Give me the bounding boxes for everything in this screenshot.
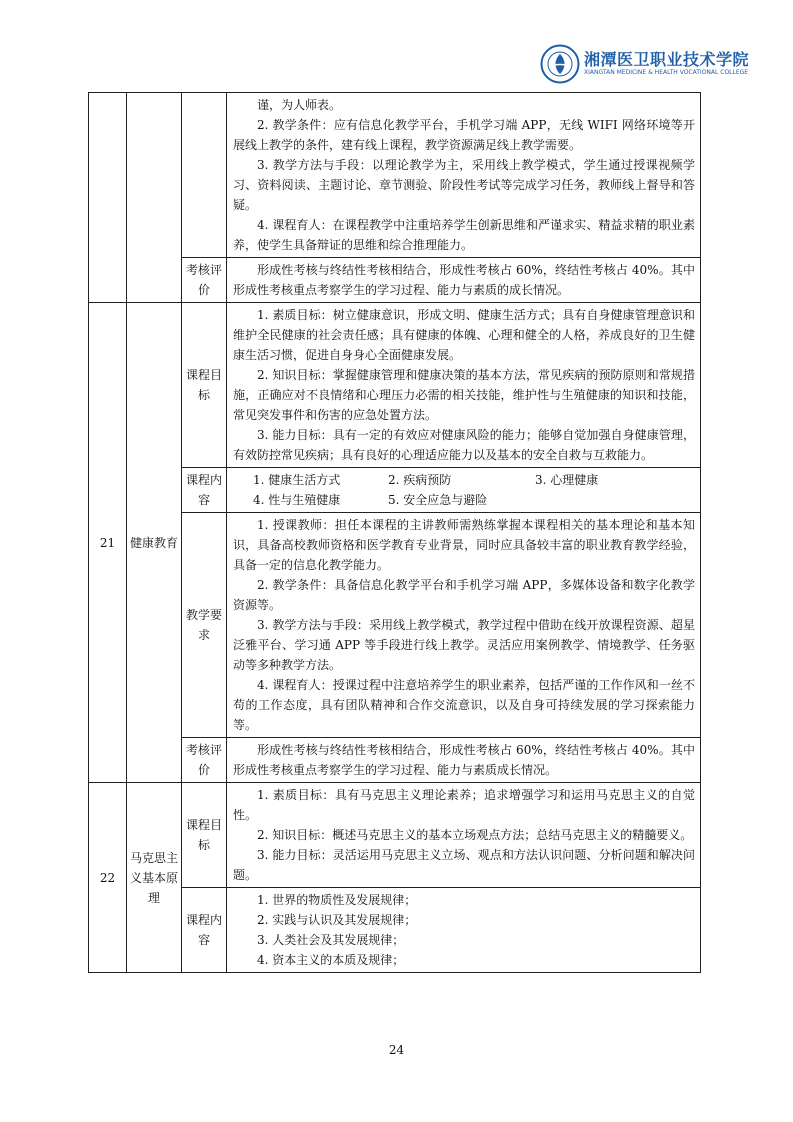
teaching-content — [227, 513, 701, 738]
assess-content — [227, 738, 701, 783]
teaching-paragraph: 1. 授课教师：担任本课程的主讲教师需熟练掌握本课程相关的基本理论和基本知识，具备高校教师资格和医学教育专业背景，同时应具备较丰富的职业教育教学经验，具备一定的信息化教学能力。 — [233, 518, 695, 572]
school-name-en: XIANGTAN MEDICINE & HEALTH VOCATIONAL COLLEGE — [584, 69, 749, 76]
teaching-paragraph: 2. 教学条件：应有信息化教学平台，手机学习端 APP，无线 WIFI 网络环境等开展线上教学的条件，建有线上课程，教学资源满足线上教学需要。 — [233, 118, 695, 152]
content-label: 课程内容 — [182, 468, 227, 513]
prev-label-cell — [182, 93, 227, 258]
content-item: 2. 实践与认识及其发展规律； — [257, 913, 417, 927]
course-number: 21 — [89, 303, 127, 783]
assess-label: 考核评价 — [182, 738, 227, 783]
prev-number-cell — [89, 93, 127, 303]
teaching-paragraph: 4. 课程育人：授课过程中注意培养学生的职业素养，包括严谨的工作作风和一丝不苟的工作态度，具有团队精神和合作交流意识，以及自身可持续发展的学习探索能力等。 — [233, 678, 695, 732]
school-name-cn: 湘潭医卫职业技术学院 — [584, 50, 750, 69]
content-item: 3. 心理健康 — [535, 473, 599, 487]
content-list — [227, 888, 701, 973]
assess-text: 形成性考核与终结性考核相结合，形成性考核占 60%，终结性考核占 40%。其中形成性考核重点考察学生的学习过程、能力与素质成长情况。 — [233, 743, 695, 777]
teaching-paragraph: 2. 教学条件：具备信息化教学平台和手机学习端 APP，多媒体设备和数字化教学资源等。 — [233, 578, 695, 612]
content-item: 5. 安全应急与避险 — [388, 493, 488, 507]
content-item: 2. 疾病预防 — [388, 473, 452, 487]
course-name: 健康教育 — [127, 303, 182, 783]
prev-teaching-content — [227, 93, 701, 258]
assess-label: 考核评价 — [182, 258, 227, 303]
goal-paragraph: 2. 知识目标：概述马克思主义的基本立场观点方法；总结马克思主义的精髓要义。 — [257, 828, 693, 842]
assess-text: 形成性考核与终结性考核相结合，形成性考核占 60%，终结性考核占 40%。其中形成性考核重点考察学生的学习过程、能力与素质的成长情况。 — [233, 263, 695, 297]
goal-content — [227, 783, 701, 888]
prev-course-cell — [127, 93, 182, 303]
content-list — [227, 468, 701, 513]
content-label: 课程内容 — [182, 888, 227, 973]
goal-paragraph: 1. 素质目标：树立健康意识，形成文明、健康生活方式；具有自身健康管理意识和维护全民健康的社会责任感；具有健康的体魄、心理和健全的人格，养成良好的卫生健康生活习惯，促进自身身心全面健康发展。 — [233, 308, 695, 362]
course-table — [88, 92, 701, 973]
content-item: 1. 世界的物质性及发展规律； — [257, 893, 417, 907]
goal-paragraph: 2. 知识目标：掌握健康管理和健康决策的基本方法，常见疾病的预防原则和常规措施，正确应对不良情绪和心理压力必需的相关技能，维护性与生殖健康的知识和技能，常见突发事件和伤害的应急处置方法。 — [233, 368, 695, 422]
assess-content — [227, 258, 701, 303]
content-item: 3. 人类社会及其发展规律； — [257, 933, 405, 947]
school-logo-icon — [540, 44, 580, 84]
goal-content — [227, 303, 701, 468]
goal-label: 课程目标 — [182, 303, 227, 468]
table-row — [89, 303, 701, 468]
page-number: 24 — [388, 1043, 405, 1057]
goal-paragraph: 1. 素质目标：具有马克思主义理论素养；追求增强学习和运用马克思主义的自觉性。 — [233, 788, 695, 822]
content-item: 4. 资本主义的本质及规律； — [257, 953, 405, 967]
teaching-paragraph: 3. 教学方法与手段：以理论教学为主，采用线上教学模式，学生通过授课视频学习、资料阅读、主题讨论、章节测验、阶段性考试等完成学习任务，教师线上督导和答疑。 — [233, 158, 695, 212]
goal-label: 课程目标 — [182, 783, 227, 888]
content-item: 1. 健康生活方式 — [253, 473, 341, 487]
goal-paragraph: 3. 能力目标：具有一定的有效应对健康风险的能力；能够自觉加强自身健康管理，有效防控常见疾病；具有良好的心理适应能力以及基本的安全自救与互救能力。 — [233, 428, 695, 462]
course-number: 22 — [89, 783, 127, 973]
teaching-paragraph: 谨，为人师表。 — [257, 98, 342, 112]
course-name: 马克思主义基本原理 — [127, 783, 182, 973]
page-header — [540, 44, 750, 88]
teaching-paragraph: 4. 课程育人：在课程教学中注重培养学生创新思维和严谨求实、精益求精的职业素养，使学生具备辩证的思维和综合推理能力。 — [233, 218, 695, 252]
table-row — [89, 783, 701, 888]
teaching-paragraph: 3. 教学方法与手段：采用线上教学模式，教学过程中借助在线开放课程资源、超星泛雅平台、学习通 APP 等手段进行线上教学。灵活应用案例教学、情境教学、任务驱动等多种教学方法。 — [233, 618, 695, 672]
teaching-label: 教学要求 — [182, 513, 227, 738]
goal-paragraph: 3. 能力目标：灵活运用马克思主义立场、观点和方法认识问题、分析问题和解决问题。 — [233, 848, 695, 882]
table-row — [89, 93, 701, 258]
content-item: 4. 性与生殖健康 — [253, 493, 341, 507]
